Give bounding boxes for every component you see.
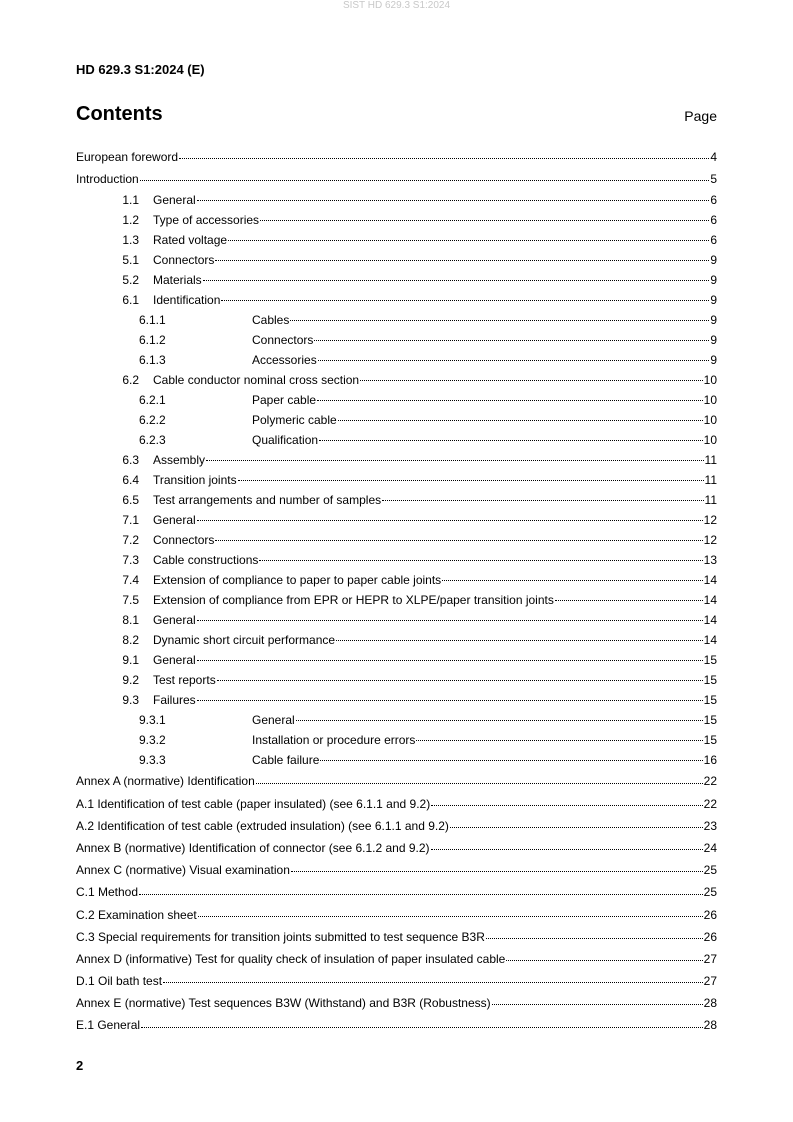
toc-entry-title: E.1 General: [76, 1018, 141, 1033]
toc-entry[interactable]: [76, 450, 717, 470]
toc-entry-title: Connectors: [252, 333, 314, 348]
toc-entry-page: 14: [703, 573, 717, 588]
toc-dot-leader: [506, 959, 702, 961]
toc-entry-page: 23: [703, 818, 717, 833]
toc-entry-title: General: [153, 653, 196, 668]
toc-entry-title: Dynamic short circuit performance: [153, 633, 336, 648]
toc-entry[interactable]: [76, 881, 717, 903]
toc-entry-title: Annex B (normative) Identification of connector (see 6.1.2 and 9.2): [76, 840, 430, 855]
toc-entry-number: 6.4: [122, 473, 139, 488]
toc-entry-title: Polymeric cable: [252, 413, 337, 428]
toc-dot-leader: [203, 279, 710, 281]
toc-entry[interactable]: [76, 837, 717, 859]
toc-entry[interactable]: [76, 510, 717, 530]
toc-entry[interactable]: [76, 250, 717, 270]
toc-dot-leader: [318, 359, 710, 361]
toc-dot-leader: [198, 915, 703, 917]
toc-dot-leader: [319, 439, 703, 441]
toc-dot-leader: [314, 339, 709, 341]
toc-entry-title: Test arrangements and number of samples: [153, 493, 382, 508]
toc-entry-page: 10: [703, 433, 717, 448]
toc-dot-leader: [431, 848, 703, 850]
toc-entry-page: 10: [703, 393, 717, 408]
toc-entry[interactable]: [76, 190, 717, 210]
toc-entry-title: A.2 Identification of test cable (extruded insulation) (see 6.1.1 and 9.2): [76, 818, 449, 833]
toc-entry-page: 27: [703, 974, 717, 989]
toc-entry-title: Installation or procedure errors: [252, 733, 416, 748]
toc-dot-leader: [382, 499, 703, 501]
toc-entry-page: 28: [703, 996, 717, 1011]
toc-entry[interactable]: [76, 750, 717, 770]
toc-entry-number: 7.2: [122, 533, 139, 548]
toc-entry-number: 6.1.3: [139, 353, 166, 368]
toc-entry-page: 13: [703, 553, 717, 568]
toc-dot-leader: [215, 259, 709, 261]
toc-entry[interactable]: [76, 530, 717, 550]
toc-entry-page: 9: [710, 313, 717, 328]
toc-entry-number: 8.1: [122, 613, 139, 628]
toc-entry-number: 7.4: [122, 573, 139, 588]
toc-entry[interactable]: [76, 859, 717, 881]
toc-dot-leader: [260, 219, 709, 221]
toc-entry[interactable]: [76, 590, 717, 610]
toc-entry[interactable]: [76, 290, 717, 310]
toc-entry-title: Introduction: [76, 172, 139, 187]
toc-entry[interactable]: [76, 690, 717, 710]
toc-entry-number: 5.1: [122, 253, 139, 268]
toc-entry-title: General: [153, 613, 196, 628]
toc-entry-page: 10: [703, 373, 717, 388]
toc-entry-page: 26: [703, 907, 717, 922]
toc-entry-number: 6.2.3: [139, 433, 166, 448]
toc-entry-page: 9: [710, 253, 717, 268]
toc-entry-page: 25: [703, 863, 717, 878]
toc-entry-number: 6.1.1: [139, 313, 166, 328]
toc-dot-leader: [141, 1026, 703, 1028]
toc-entry-title: General: [252, 713, 295, 728]
toc-dot-leader: [259, 559, 702, 561]
toc-entry-page: 22: [703, 796, 717, 811]
toc-entry-page: 10: [703, 413, 717, 428]
toc-entry-title: Transition joints: [153, 473, 237, 488]
toc-entry[interactable]: [76, 948, 717, 970]
toc-entry-title: Materials: [153, 273, 202, 288]
toc-dot-leader: [197, 199, 710, 201]
toc-entry-page: 15: [703, 713, 717, 728]
toc-dot-leader: [179, 157, 709, 159]
toc-entry-number: 9.1: [122, 653, 139, 668]
toc-entry-page: 6: [710, 233, 717, 248]
toc-entry-page: 27: [703, 951, 717, 966]
toc-entry-title: Failures: [153, 693, 196, 708]
toc-entry-title: Connectors: [153, 533, 215, 548]
toc-entry-title: European foreword: [76, 150, 179, 164]
toc-entry[interactable]: [76, 904, 717, 926]
toc-entry-title: Rated voltage: [153, 233, 228, 248]
toc-entry-title: C.2 Examination sheet: [76, 907, 197, 922]
toc-dot-leader: [139, 893, 703, 895]
toc-entry[interactable]: [76, 570, 717, 590]
toc-entry[interactable]: [76, 1014, 717, 1036]
toc-entry-number: 9.3: [122, 693, 139, 708]
toc-entry[interactable]: [76, 430, 717, 450]
toc-dot-leader: [163, 981, 703, 983]
contents-heading: Contents: [76, 103, 163, 125]
toc-entry[interactable]: [76, 210, 717, 230]
toc-entry-page: 5: [710, 172, 717, 187]
toc-entry[interactable]: [76, 390, 717, 410]
toc-entry-page: 14: [703, 613, 717, 628]
toc-dot-leader: [228, 239, 709, 241]
toc-entry-number: 7.1: [122, 513, 139, 528]
toc-entry[interactable]: [76, 550, 717, 570]
toc-entry-number: 7.3: [122, 553, 139, 568]
toc-entry-number: 6.2.1: [139, 393, 166, 408]
toc-entry-number: 6.2: [122, 373, 139, 388]
watermark: SIST HD 629.3 S1:2024: [342, 0, 451, 11]
toc-entry-number: 6.5: [122, 493, 139, 508]
toc-entry-number: 6.1: [122, 293, 139, 308]
toc-entry-page: 9: [710, 273, 717, 288]
toc-dot-leader: [238, 479, 704, 481]
toc-entry[interactable]: [76, 310, 717, 330]
toc-entry-page: 15: [703, 673, 717, 688]
toc-dot-leader: [492, 1003, 703, 1005]
toc-entry-number: 9.3.2: [139, 733, 166, 748]
toc-entry[interactable]: [76, 410, 717, 430]
toc-entry[interactable]: [76, 146, 717, 168]
toc-dot-leader: [217, 679, 703, 681]
toc-entry-title: Qualification: [252, 433, 319, 448]
toc-entry-number: 5.2: [122, 273, 139, 288]
toc-entry-page: 9: [710, 333, 717, 348]
toc-entry-page: 12: [703, 513, 717, 528]
toc-entry[interactable]: [76, 710, 717, 730]
toc-entry-number: 9.3.3: [139, 753, 166, 768]
toc-entry[interactable]: [76, 230, 717, 250]
toc-entry-number: 1.3: [122, 233, 139, 248]
toc-entry-title: Type of accessories: [153, 213, 260, 228]
toc-entry-number: 6.2.2: [139, 413, 166, 428]
toc-entry-title: General: [153, 513, 196, 528]
toc-entry[interactable]: [76, 470, 717, 490]
toc-entry-title: Annex D (informative) Test for quality check of insulation of paper insulated cable: [76, 951, 506, 966]
toc-entry-title: General: [153, 193, 196, 208]
toc-entry-page: 16: [703, 753, 717, 768]
toc-dot-leader: [290, 319, 709, 321]
toc-entry[interactable]: [76, 730, 717, 750]
toc-entry[interactable]: [76, 770, 717, 792]
toc-entry-page: 6: [710, 193, 717, 208]
page-number: 2: [76, 1058, 84, 1073]
toc-entry-page: 6: [710, 213, 717, 228]
toc-dot-leader: [360, 379, 703, 381]
toc-dot-leader: [416, 739, 702, 741]
toc-entry-number: 9.2: [122, 673, 139, 688]
toc-entry[interactable]: [76, 490, 717, 510]
toc-entry-title: A.1 Identification of test cable (paper insulated) (see 6.1.1 and 9.2): [76, 796, 431, 811]
toc-entry-title: Assembly: [153, 453, 206, 468]
toc-entry-number: 1.2: [122, 213, 139, 228]
page-column-label: Page: [684, 108, 717, 124]
toc-entry[interactable]: [76, 815, 717, 837]
toc-entry-page: 14: [703, 633, 717, 648]
toc-entry[interactable]: [76, 970, 717, 992]
toc-entry-page: 12: [703, 533, 717, 548]
toc-entry-title: D.1 Oil bath test: [76, 974, 163, 989]
toc-dot-leader: [256, 782, 703, 784]
toc-entry[interactable]: [76, 670, 717, 690]
toc-entry-title: Cable failure: [252, 753, 320, 768]
document-id: HD 629.3 S1:2024 (E): [76, 62, 205, 77]
toc-entry[interactable]: [76, 650, 717, 670]
toc-dot-leader: [555, 599, 703, 601]
toc-entry-page: 22: [703, 774, 717, 789]
toc-entry-page: 28: [703, 1018, 717, 1033]
toc-entry-page: 11: [704, 453, 717, 468]
toc-entry-page: 26: [703, 929, 717, 944]
toc-entry[interactable]: [76, 793, 717, 815]
toc-entry[interactable]: [76, 350, 717, 370]
toc-entry-title: Annex A (normative) Identification: [76, 774, 255, 789]
toc-dot-leader: [206, 459, 704, 461]
toc-entry-page: 9: [710, 353, 717, 368]
toc-entry[interactable]: [76, 630, 717, 650]
toc-dot-leader: [320, 759, 702, 761]
toc-dot-leader: [221, 299, 709, 301]
toc-entry-title: Annex E (normative) Test sequences B3W (Withstand) and B3R (Robustness): [76, 996, 491, 1011]
table-of-contents: [76, 146, 717, 1037]
toc-entry-page: 11: [704, 493, 717, 508]
toc-dot-leader: [197, 659, 703, 661]
toc-entry[interactable]: [76, 610, 717, 630]
toc-dot-leader: [442, 579, 702, 581]
toc-entry-number: 7.5: [122, 593, 139, 608]
toc-entry-number: 9.3.1: [139, 713, 166, 728]
toc-dot-leader: [317, 399, 703, 401]
toc-entry-title: Cable conductor nominal cross section: [153, 373, 360, 388]
toc-entry-page: 9: [710, 293, 717, 308]
toc-dot-leader: [296, 719, 703, 721]
toc-entry-title: C.3 Special requirements for transition joints submitted to test sequence B3R: [76, 929, 485, 944]
toc-entry-number: 1.1: [122, 193, 139, 208]
toc-dot-leader: [431, 804, 702, 806]
toc-entry-title: Extension of compliance to paper to paper cable joints: [153, 573, 442, 588]
toc-entry-page: 4: [710, 150, 717, 164]
toc-dot-leader: [197, 619, 703, 621]
toc-entry[interactable]: [76, 992, 717, 1014]
toc-entry-title: Accessories: [252, 353, 317, 368]
toc-entry-page: 25: [703, 885, 717, 900]
toc-entry-number: 8.2: [122, 633, 139, 648]
toc-entry-title: Identification: [153, 293, 221, 308]
toc-dot-leader: [197, 519, 703, 521]
toc-entry-number: 6.1.2: [139, 333, 166, 348]
toc-entry-page: 15: [703, 653, 717, 668]
toc-dot-leader: [338, 419, 703, 421]
toc-entry-page: 14: [703, 593, 717, 608]
toc-dot-leader: [140, 179, 710, 181]
toc-entry-title: Test reports: [153, 673, 216, 688]
toc-entry-number: 6.3: [122, 453, 139, 468]
toc-entry-title: Cable constructions: [153, 553, 259, 568]
toc-dot-leader: [486, 937, 703, 939]
toc-entry[interactable]: [76, 270, 717, 290]
toc-entry-title: Paper cable: [252, 393, 317, 408]
toc-entry-title: C.1 Method: [76, 885, 139, 900]
toc-entry[interactable]: [76, 330, 717, 350]
toc-entry[interactable]: [76, 168, 717, 190]
toc-dot-leader: [197, 699, 703, 701]
toc-dot-leader: [215, 539, 702, 541]
toc-entry-title: Connectors: [153, 253, 215, 268]
toc-entry[interactable]: [76, 370, 717, 390]
toc-entry-title: Extension of compliance from EPR or HEPR to XLPE/paper transition joints: [153, 593, 554, 608]
toc-entry-page: 11: [704, 473, 717, 488]
toc-entry-title: Annex C (normative) Visual examination: [76, 863, 290, 878]
toc-entry-page: 15: [703, 733, 717, 748]
toc-entry-title: Cables: [252, 313, 290, 328]
toc-dot-leader: [450, 826, 703, 828]
toc-entry[interactable]: [76, 926, 717, 948]
toc-entry-page: 24: [703, 840, 717, 855]
toc-entry-page: 15: [703, 693, 717, 708]
toc-dot-leader: [291, 870, 703, 872]
toc-dot-leader: [336, 639, 703, 641]
